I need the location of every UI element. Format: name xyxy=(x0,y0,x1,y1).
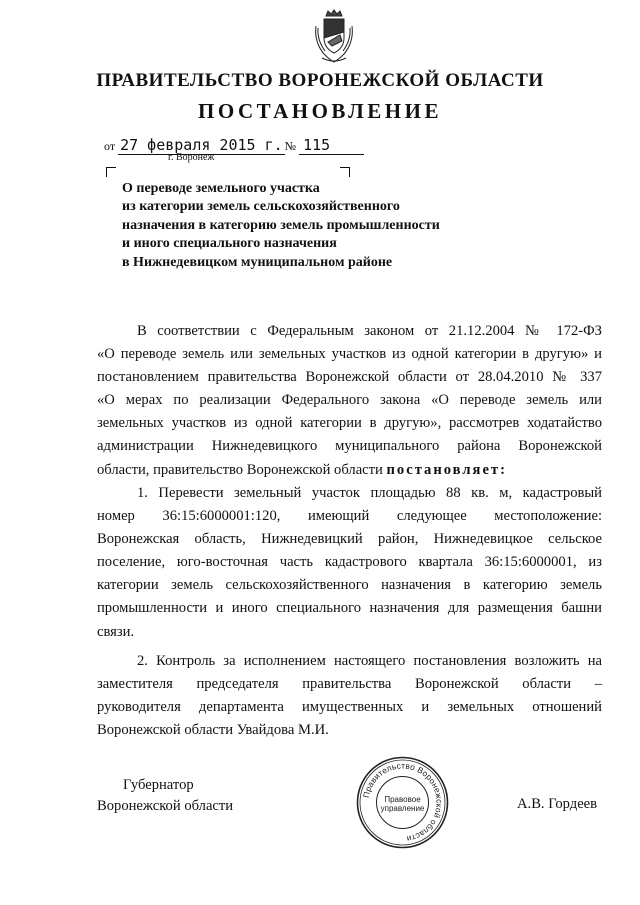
paragraph-line: администрации Нижнедевицкого муниципального района Воронежской xyxy=(97,438,602,455)
stamp-center-line: Правовое xyxy=(384,795,421,804)
document-number: 115 xyxy=(299,136,364,155)
subject-line: из категории земель сельскохозяйственного xyxy=(122,199,400,215)
stamp-center-line: управление xyxy=(380,804,425,813)
subject-line: О переводе земельного участка xyxy=(122,181,320,196)
date-number-line xyxy=(104,136,364,155)
signatory-name: А.В. Гордеев xyxy=(517,796,598,812)
from-label: от xyxy=(104,139,116,153)
preamble-last-text: области, правительство Воронежской области xyxy=(97,461,383,478)
government-title: ПРАВИТЕЛЬСТВО ВОРОНЕЖСКОЙ ОБЛАСТИ xyxy=(96,70,544,91)
paragraph-line xyxy=(97,459,602,482)
paragraph-line: Воронежской области Увайдова М.И. xyxy=(97,722,329,739)
paragraph-line: номер 36:15:6000001:120, имеющий следующее местоположение: xyxy=(97,508,602,525)
decree-word: постановляет: xyxy=(386,461,507,478)
paragraph-line: поселение, юго-восточная часть кадастрового квартала 36:15:6000001, из xyxy=(97,554,602,571)
paragraph-line: руководителя департамента имущественных и земельных отношений xyxy=(97,699,602,716)
paragraph-line: 1. Перевести земельный участок площадью 88 кв. м, кадастровый xyxy=(137,485,602,501)
paragraph-line: связи. xyxy=(97,623,135,640)
city-label: г. Воронеж xyxy=(168,152,215,163)
position-line: Воронежской области xyxy=(97,798,234,814)
position-line: Губернатор xyxy=(123,777,194,793)
subject-line: в Нижнедевицком муниципальном районе xyxy=(122,254,393,270)
paragraph-line: «О мерах по реализации Федерального закона «О переводе земель или xyxy=(97,392,602,409)
paragraph-line: 2. Контроль за исполнением настоящего постановления возложить на xyxy=(137,653,602,669)
subject-corner-left xyxy=(106,167,116,177)
subject-line: и иного специального назначения xyxy=(122,236,337,252)
number-label: № xyxy=(284,139,297,153)
stamp-ring-text: Правительство Воронежской области xyxy=(360,760,445,845)
paragraph-line: заместителя председателя правительства Воронежской области – xyxy=(97,676,602,693)
item-1-paragraph xyxy=(97,482,602,644)
paragraph-line: Воронежская область, Нижнедевицкий район, Нижнедевицкое сельское xyxy=(97,531,602,548)
subject-line: назначения в категорию земель промышленности xyxy=(122,217,440,233)
preamble-paragraph xyxy=(97,320,602,482)
paragraph-line: постановлением правительства Воронежской области от 28.04.2010 № 337 xyxy=(97,369,602,386)
subject-heading xyxy=(122,180,440,272)
subject-corner-right xyxy=(340,167,350,177)
signatory-position xyxy=(97,775,233,817)
item-2-paragraph xyxy=(97,650,602,742)
document-type: ПОСТАНОВЛЕНИЕ xyxy=(198,99,442,123)
official-stamp-icon xyxy=(355,755,450,850)
coat-of-arms-icon xyxy=(310,8,358,66)
paragraph-line: категории земель сельскохозяйственного назначения в категорию земель xyxy=(97,577,602,594)
paragraph-line: земельных участков из одной категории в другую», рассмотрев ходатайство xyxy=(97,415,602,432)
paragraph-line: В соответствии с Федеральным законом от 21.12.2004 № 172-ФЗ xyxy=(137,323,602,339)
paragraph-line: промышленности и иного специального назначения для размещения башни xyxy=(97,600,602,617)
document-date: 27 февраля 2015 г. xyxy=(120,136,283,154)
paragraph-line: «О переводе земель или земельных участков из одной категории в другую» и xyxy=(97,346,602,363)
